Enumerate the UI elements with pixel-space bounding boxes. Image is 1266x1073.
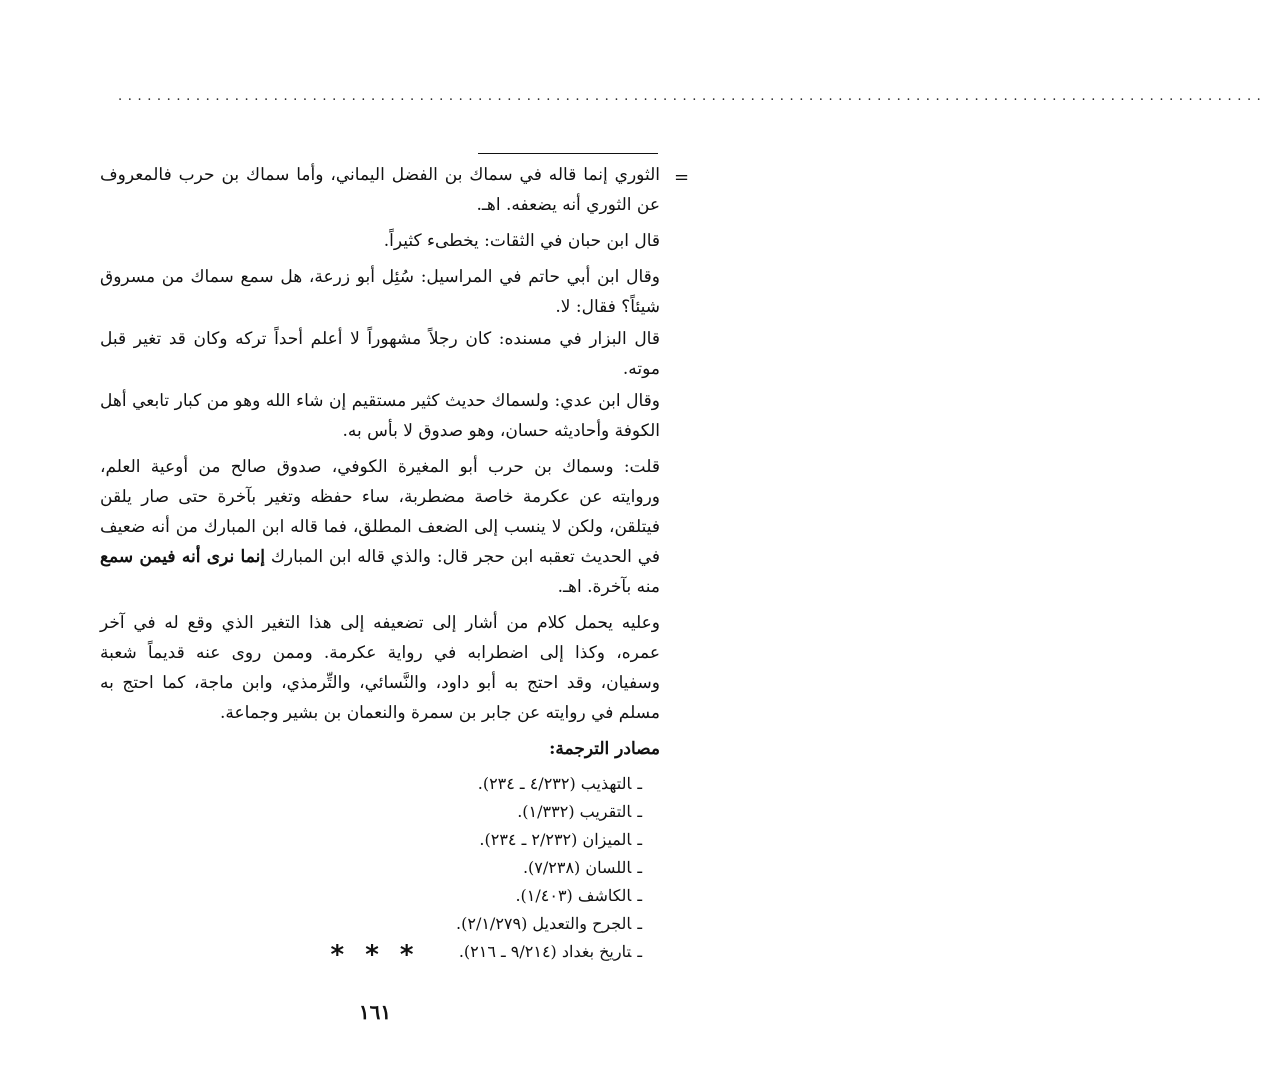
source-dash: ـ [637,942,642,961]
paragraph-ibn-hibban: قال ابن حبان في الثقات: يخطىء كثيراً. [383,231,660,251]
source-item [100,910,642,938]
header-dotted-line: ...................................................................................................................... [118,89,1266,104]
paragraph-bazzar: قال البزار في مسنده: كان رجلاً مشهوراً لا أعلم أحداً تركه وكان قد تغير قبل موته. [100,329,660,379]
source-text: الميزان (٢/٢٣٢ ـ ٢٣٤). [479,830,632,849]
page-number: ١٦١ [358,1000,392,1024]
source-text: الجرح والتعديل (٢/١/٢٧٩). [456,914,632,933]
source-dash: ـ [637,914,642,933]
paragraph-thawri: الثوري إنما قاله في سماك بن الفضل اليماني، وأما سماك بن حرب فالمعروف عن الثوري أنه يضعفه. اهـ. [100,165,660,215]
paragraph-conclusion [100,452,660,602]
source-item [100,882,642,910]
paragraph-ibn-abi-hatim: وقال ابن أبي حاتم في المراسيل: سُئِل أبو زرعة، هل سمع سماك من مسروق شيئاً؟ فقال: لا. [100,267,660,317]
source-dash: ـ [637,802,642,821]
source-text: اللسان (٧/٢٣٨). [522,858,632,877]
source-item [100,854,642,882]
source-dash: ـ [637,830,642,849]
source-text: الكاشف (١/٤٠٣). [515,886,632,905]
sources-list [100,770,660,966]
source-dash: ـ [637,858,642,877]
source-text: التهذيب (٤/٢٣٢ ـ ٢٣٤). [477,774,632,793]
sources-title: مصادر الترجمة: [549,739,660,759]
source-text: التقريب (١/٣٣٢). [517,802,632,821]
conclusion-bold-quote: إنما نرى أنه فيمن سمع [100,547,266,567]
source-dash: ـ [637,774,642,793]
source-item [100,770,642,798]
paragraph-ibn-adi: وقال ابن عدي: ولسماك حديث كثير مستقيم إن شاء الله وهو من كبار تابعي أهل الكوفة وأحاديثه حسان، وهو صدوق لا بأس به. [100,391,660,441]
footnote-continuation-marker: = [674,167,690,188]
section-separator-stars: * * * [330,940,420,970]
source-dash: ـ [637,886,642,905]
footnote-rule [478,153,658,154]
source-text: تاريخ بغداد (٩/٢١٤ ـ ٢١٦). [458,942,632,961]
conclusion-text-2: منه بآخرة. اهـ. [557,577,660,597]
conclusion-text-1: قلت: وسماك بن حرب أبو المغيرة الكوفي، صدوق صالح من أوعية العلم، وروايته عن عكرمة خاصة مضطربة، ساء حفظه وتغير بآخرة حتى صار يلقن فيتلقن، ولكن لا ينسب إلى الضعف المطلق، فما قاله ابن المبارك من أنه ضعيف في الحديث تعقبه ابن حجر قال: والذي قاله ابن المبارك [100,457,660,567]
footnote-body [100,160,660,966]
paragraph-final: وعليه يحمل كلام من أشار إلى تضعيفه إلى هذا التغير الذي وقع له في آخر عمره، وكذا إلى اضطرابه في رواية عكرمة. وممن روى عنه قديماً شعبة وسفيان، وقد احتج به أبو داود، والنَّسائي، والتِّرمذي، وابن ماجة، كما احتج به مسلم في روايته عن جابر بن سمرة والنعمان بن بشير وجماعة. [100,613,660,723]
source-item [100,826,642,854]
source-item [100,798,642,826]
